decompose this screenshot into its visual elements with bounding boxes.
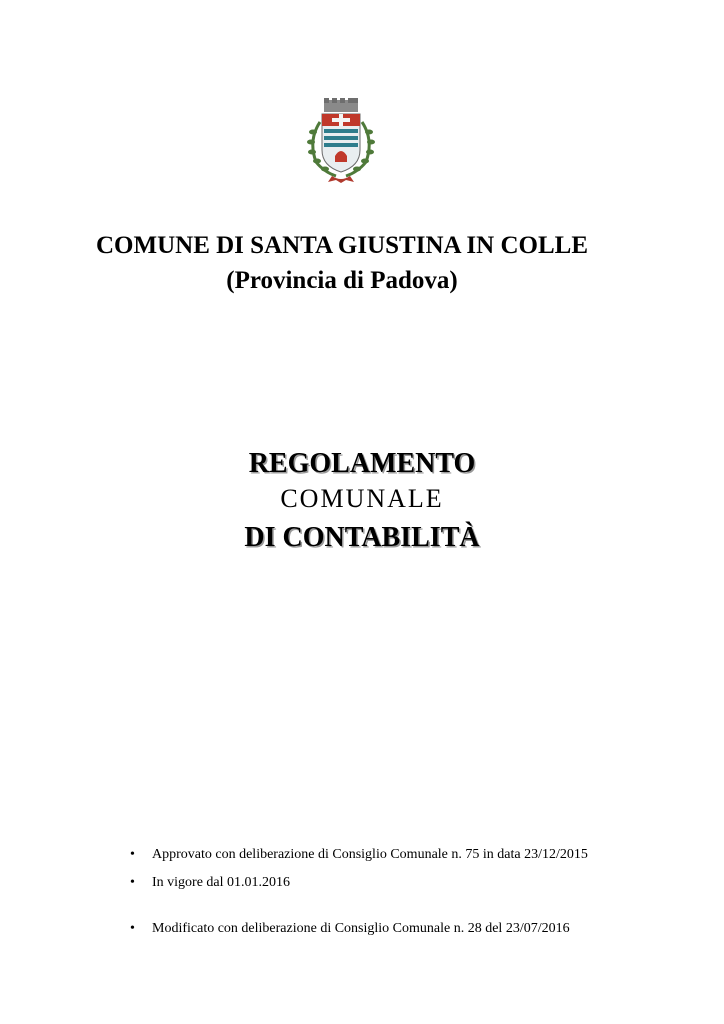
document-title-line-3: DI CONTABILITÀ	[244, 522, 480, 553]
municipality-name: COMUNE DI SANTA GIUSTINA IN COLLE	[96, 232, 588, 259]
list-item	[130, 919, 630, 939]
note-approval: Approvato con deliberazione di Consiglio Comunale n. 75 in data 23/12/2015	[152, 847, 588, 862]
approval-notes-list	[130, 845, 630, 939]
list-item	[130, 845, 630, 865]
note-in-force: In vigore dal 01.01.2016	[152, 875, 291, 890]
note-modified: Modificato con deliberazione di Consiglio Comunale n. 28 del 23/07/2016	[152, 921, 570, 936]
municipal-coat-of-arms-icon	[302, 96, 380, 184]
bullet-icon: •	[130, 847, 135, 862]
bullet-icon: •	[130, 875, 135, 890]
list-item	[130, 873, 630, 893]
document-title-line-1: REGOLAMENTO	[248, 448, 476, 479]
document-title-line-2: COMUNALE	[280, 484, 444, 513]
bullet-icon: •	[130, 921, 135, 936]
province-name: (Provincia di Padova)	[226, 267, 458, 294]
